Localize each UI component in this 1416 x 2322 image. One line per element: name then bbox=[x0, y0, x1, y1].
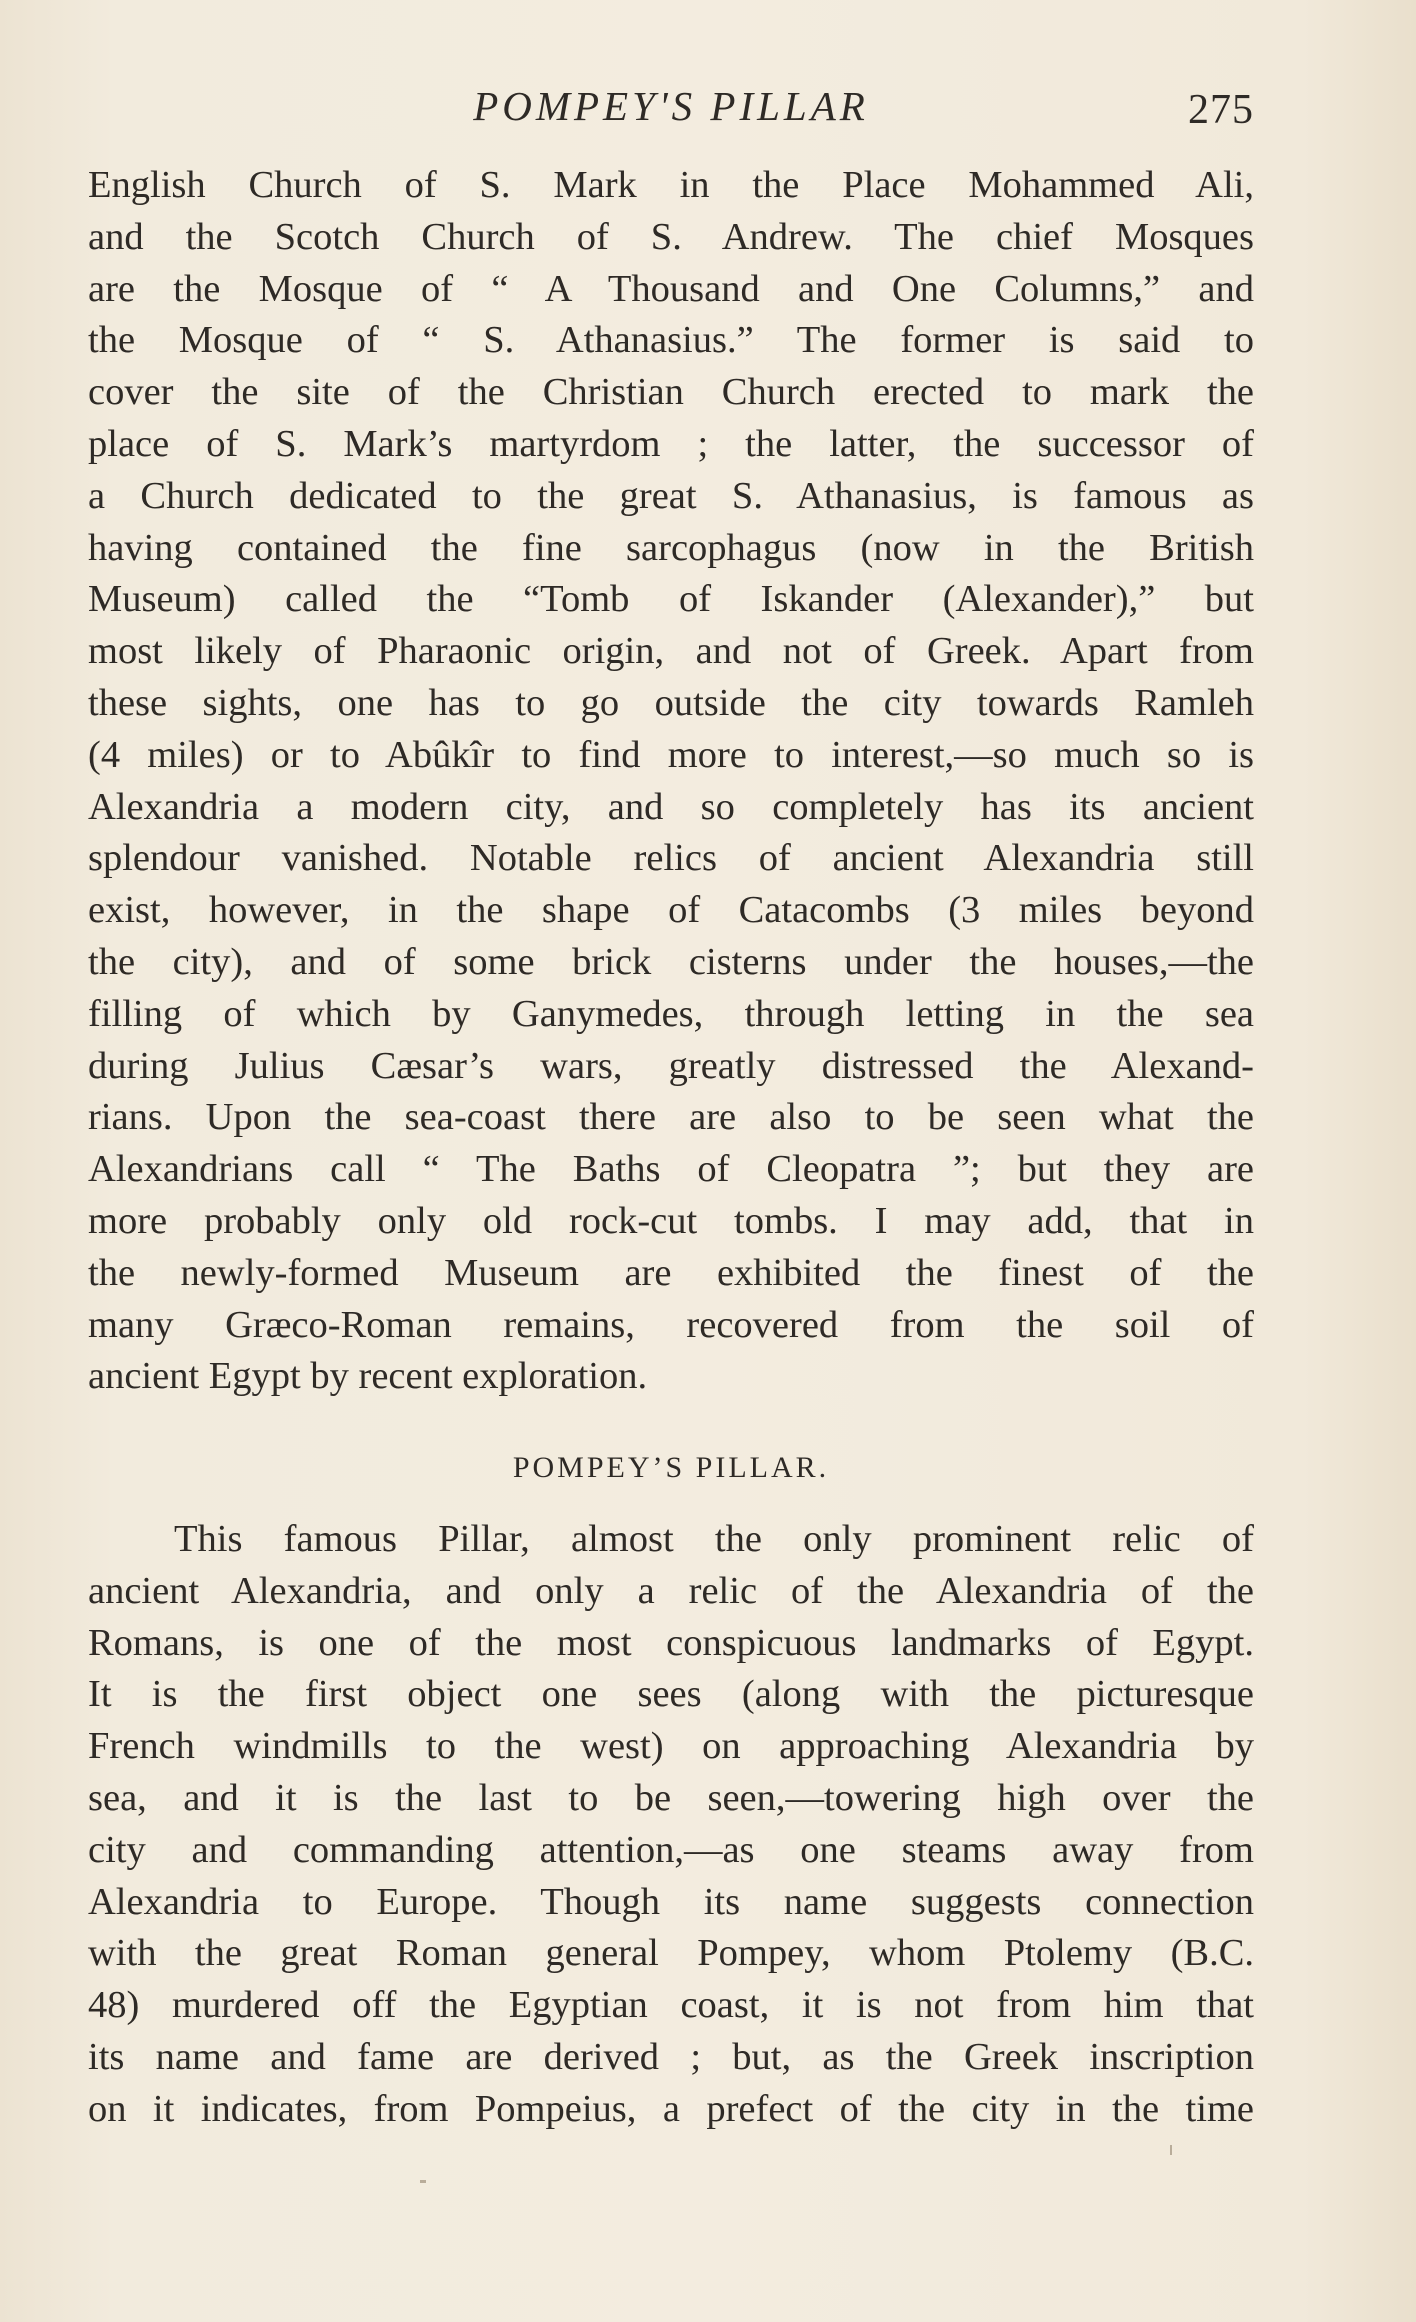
paragraph-2 bbox=[88, 1514, 1254, 2136]
paper-speck bbox=[420, 2180, 426, 2183]
text-line: cover the site of the Christian Church erected to mark the bbox=[88, 371, 1254, 414]
text-line: many Græco-Roman remains, recovered from the soil of bbox=[88, 1303, 1254, 1346]
text-line: Alexandria to Europe. Though its name suggests connection bbox=[88, 1880, 1254, 1923]
text-line: French windmills to the west) on approaching Alexandria by bbox=[88, 1725, 1254, 1768]
text-line: the Mosque of “ S. Athanasius.” The former is said to bbox=[88, 319, 1254, 362]
text-line: these sights, one has to go outside the city towards Ramleh bbox=[88, 681, 1254, 724]
section-heading: POMPEY’S PILLAR. bbox=[512, 1451, 830, 1484]
text-line: more probably only old rock-cut tombs. I may add, that in bbox=[88, 1199, 1254, 1242]
text-line: English Church of S. Mark in the Place Mohammed Ali, bbox=[88, 164, 1254, 206]
text-line: with the great Roman general Pompey, whom Ptolemy (B.C. bbox=[88, 1932, 1254, 1975]
text-line: a Church dedicated to the great S. Athanasius, is famous as bbox=[88, 474, 1254, 517]
text-line: its name and fame are derived ; but, as the Greek inscription bbox=[88, 2035, 1254, 2078]
text-line: This famous Pillar, almost the only prominent relic of bbox=[174, 1518, 1254, 1560]
running-title: POMPEY'S PILLAR bbox=[473, 83, 869, 129]
text-line: place of S. Mark’s martyrdom ; the latter, the successor of bbox=[88, 422, 1254, 465]
text-line: Alexandria a modern city, and so completely has its ancient bbox=[88, 785, 1254, 828]
text-line: city and commanding attention,—as one steams away from bbox=[88, 1828, 1254, 1871]
text-line: splendour vanished. Notable relics of ancient Alexandria still bbox=[88, 837, 1254, 880]
text-line: the newly-formed Museum are exhibited the finest of the bbox=[88, 1251, 1254, 1294]
text-line: 48) murdered off the Egyptian coast, it is not from him that bbox=[88, 1984, 1254, 2027]
text-line: ancient Egypt by recent exploration. bbox=[88, 1355, 648, 1398]
text-line: Museum) called the “Tomb of Iskander (Alexander),” but bbox=[88, 578, 1254, 621]
running-head bbox=[88, 78, 1254, 134]
text-line: ancient Alexandria, and only a relic of the Alexandria of the bbox=[88, 1569, 1254, 1612]
paragraph-1 bbox=[88, 160, 1254, 1403]
text-line: It is the first object one sees (along with the picturesque bbox=[88, 1673, 1254, 1716]
text-line: most likely of Pharaonic origin, and not of Greek. Apart from bbox=[88, 630, 1254, 673]
text-line: during Julius Cæsar’s wars, greatly distressed the Alexand- bbox=[88, 1044, 1254, 1087]
paper-speck bbox=[1170, 2145, 1172, 2155]
text-line: Romans, is one of the most conspicuous landmarks of Egypt. bbox=[88, 1621, 1254, 1664]
text-line: Alexandrians call “ The Baths of Cleopatra ”; but they are bbox=[88, 1148, 1254, 1191]
text-line: on it indicates, from Pompeius, a prefect of the city in the time bbox=[88, 2087, 1254, 2130]
text-line: exist, however, in the shape of Catacombs (3 miles beyond bbox=[88, 889, 1254, 932]
text-line: rians. Upon the sea-coast there are also to be seen what the bbox=[88, 1096, 1254, 1139]
text-line: (4 miles) or to Abûkîr to find more to interest,—so much so is bbox=[88, 733, 1254, 776]
text-line: and the Scotch Church of S. Andrew. The chief Mosques bbox=[88, 215, 1254, 258]
text-line: sea, and it is the last to be seen,—towering high over the bbox=[88, 1776, 1254, 1819]
text-line: are the Mosque of “ A Thousand and One Columns,” and bbox=[88, 267, 1254, 310]
page-number: 275 bbox=[1188, 87, 1254, 133]
text-line: having contained the fine sarcophagus (now in the British bbox=[88, 526, 1254, 569]
text-line: the city), and of some brick cisterns under the houses,—the bbox=[88, 940, 1254, 983]
text-line: filling of which by Ganymedes, through letting in the sea bbox=[88, 992, 1254, 1035]
